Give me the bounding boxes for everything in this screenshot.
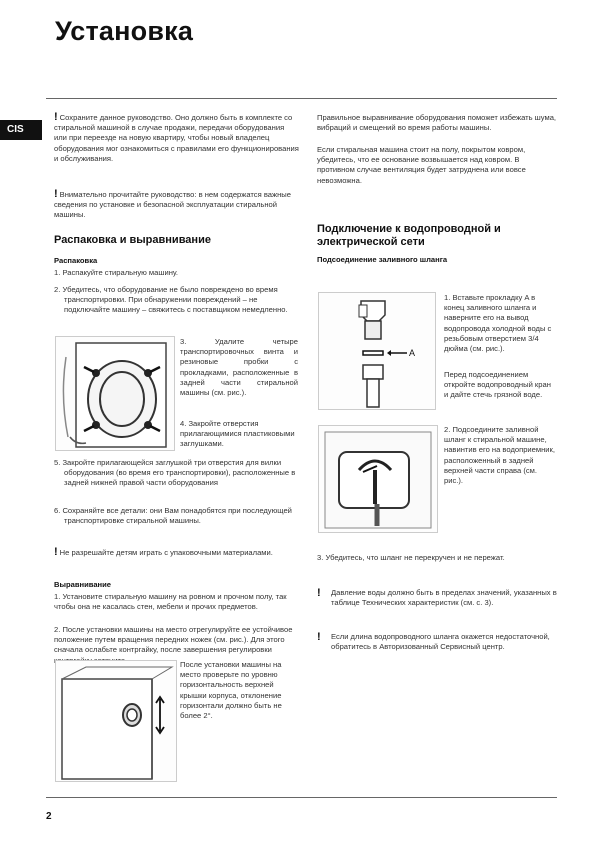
- hose-step-3: 3. Убедитесь, что шланг не перекручен и не пережат.: [317, 553, 505, 562]
- unpack-step-3: 3. Удалите четыре транспортировочных винта и резиновые пробки с прокладками, расположенные в задней части стиральной машины (см. рис.).: [180, 337, 298, 398]
- level-step-2-continued: После установки машины на место проверьте по уровню горизонтальность верхней крышки корпуса, отклонение горизонтали должно быть не более 2°.: [180, 660, 282, 721]
- warning-exclamation-icon: !: [317, 587, 321, 599]
- hose-length-warning: ! Если длина водопроводного шланга окажется недостаточной, обратитесь в Авторизованный Сервисный центр.: [317, 631, 550, 652]
- footer-rule: [46, 797, 557, 798]
- language-tab: CIS: [0, 120, 42, 140]
- pressure-warning: ! Давление воды должно быть в пределах значений, указанных в таблице Технических характеристик (см. с. 3).: [317, 587, 557, 608]
- subsection-title-hose: Подсоединение заливного шланга: [317, 255, 448, 264]
- hose-step-1: 1. Вставьте прокладку A в конец заливного шланга и наверните его на вывод водопровода холодной воды с резьбовым отверстием 3/4 дюйма (см. рис.).: [444, 293, 552, 354]
- intro-paragraph-2: ! Внимательно прочитайте руководство: в нем содержатся важные сведения по установке и безопасной эксплуатации стиральной машины.: [54, 188, 291, 220]
- page-number: 2: [46, 811, 52, 822]
- section-title-connect: Подключение к водопроводной и электрической сети: [317, 223, 501, 248]
- page-title: Установка: [55, 16, 194, 46]
- hose-gasket-illustration: [318, 292, 436, 410]
- intro-paragraph-1: ! Сохраните данное руководство. Оно должно быть в комплекте со стиральной машиной в случае продажи, передачи оборудования или при переезде на новую квартиру, чтобы новый владелец оборудования мог ознакомиться с правилами его функционирования и обслуживания.: [54, 111, 299, 163]
- label-a: A: [409, 348, 416, 358]
- washer-foot-illustration: [55, 660, 177, 782]
- level-step-2: 2. После установки машины на место отрегулируйте ее устойчивое положение путем вращения передних ножек (см. рис.). Для этого сначала ослабьте контргайку, после завершения регулировки: [54, 625, 293, 655]
- carpet-note: Если стиральная машина стоит на полу, покрытом ковром, убедитесь, что ее основание возвышается над ковром. В противном случае вентиляция будет затруднена или вовсе невозможна.: [317, 145, 526, 185]
- hose-connection-illustration: [318, 425, 438, 533]
- warning-exclamation-icon: !: [54, 546, 58, 558]
- header-rule: [46, 98, 557, 99]
- washer-rear-illustration: [55, 336, 175, 451]
- unpack-step-4: 4. Закройте отверстия прилагающимися пластиковыми заглушками.: [180, 419, 295, 449]
- warning-exclamation-icon: !: [317, 631, 321, 643]
- warning-exclamation-icon: !: [54, 188, 58, 200]
- hose-step-2: 2. Подсоедините заливной шланг к стиральной машине, навинтив его на водоприемник, расположенный в задней верхней части справа (см. рис.).: [444, 425, 555, 486]
- level-step-1: 1. Установите стиральную машину на ровном и прочном полу, так чтобы она не касалась стен, мебели и прочих предметов.: [54, 592, 287, 612]
- children-warning: ! Не разрешайте детям играть с упаковочными материалами.: [54, 546, 273, 558]
- level-note: Правильное выравнивание оборудования поможет избежать шума, вибраций и смещений во время работы машины.: [317, 113, 557, 133]
- unpack-step-5: 5. Закройте прилагающейся заглушкой три отверстия для вилки оборудования (во время его транспортировки), расположенные в задней нижней правой части оборудования: [54, 458, 296, 488]
- subsection-title-level: Выравнивание: [54, 580, 112, 589]
- unpack-step-6: 6. Сохраняйте все детали: они Вам понадобятся при последующей транспортировке стиральной машины.: [54, 506, 292, 526]
- unpack-step-2: 2. Убедитесь, что оборудование не было повреждено во время транспортировки. При обнаружении повреждений – не подключайте машину – свяжитесь с поставщиком немедленно.: [54, 285, 288, 315]
- subsection-title-unpack: Распаковка: [54, 256, 98, 265]
- warning-exclamation-icon: !: [54, 111, 58, 123]
- hose-step-1-note: Перед подсоединением откройте водопроводный кран и дайте стечь грязной воде.: [444, 370, 551, 400]
- section-title-unpack: Распаковка и выравнивание: [54, 234, 211, 246]
- unpack-step-1: 1. Распакуйте стиральную машину.: [54, 268, 179, 277]
